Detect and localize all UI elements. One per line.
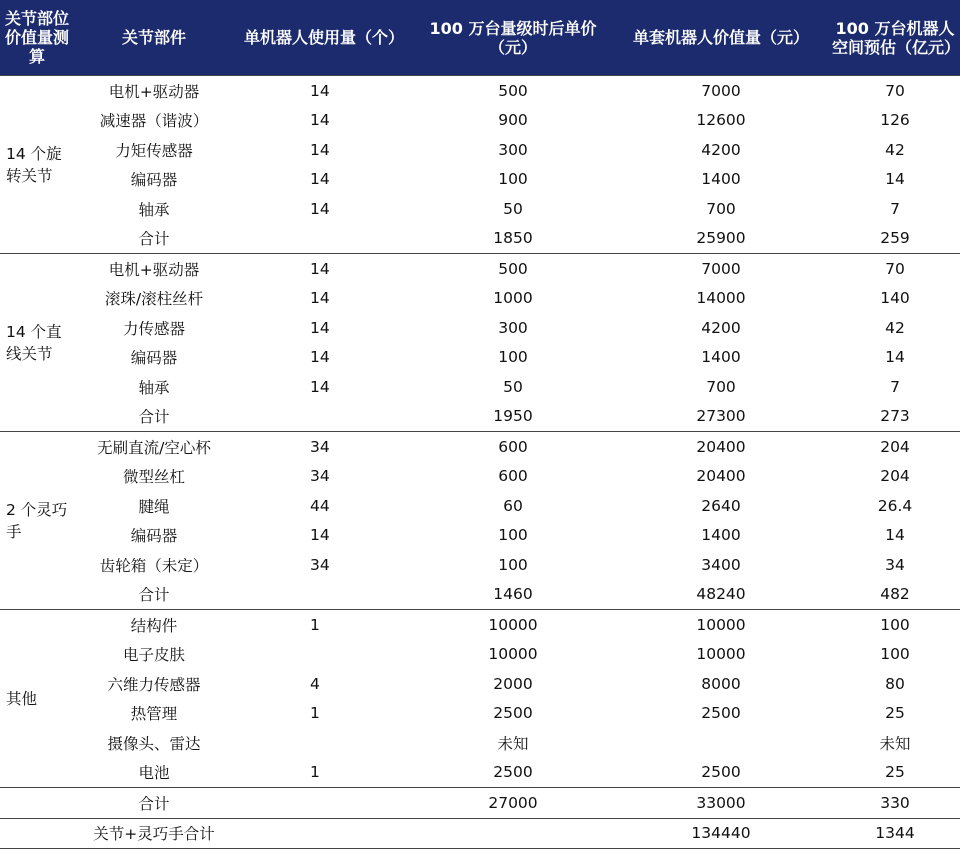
part-name: 热管理 (130, 705, 178, 724)
unit-price: 500 (414, 254, 612, 284)
unit-price: 50 (503, 377, 523, 396)
unit-price: 600 (498, 467, 528, 486)
set-value: 2640 (701, 496, 741, 515)
table-row (0, 610, 960, 640)
table-row (0, 462, 960, 492)
empty-cell (414, 818, 612, 849)
set-value: 14000 (696, 289, 746, 308)
part-name: 力矩传感器 (115, 141, 193, 160)
empty-cell (0, 788, 74, 819)
usage-count: 14 (310, 111, 330, 130)
unit-price: 900 (498, 111, 528, 130)
market-space: 100 (880, 645, 910, 664)
set-value: 10000 (696, 645, 746, 664)
usage-count: 14 (310, 199, 330, 218)
part-name: 编码器 (130, 527, 178, 546)
grand-total-label: 关节+灵巧手合计 (74, 818, 234, 849)
empty-cell (234, 818, 414, 849)
set-value: 2500 (701, 704, 741, 723)
market-space: 126 (880, 111, 910, 130)
usage-count (234, 580, 414, 610)
table-row (0, 521, 960, 551)
table-row (0, 491, 960, 521)
unit-price: 10000 (414, 610, 612, 640)
table-row (0, 580, 960, 610)
set-value: 12600 (696, 111, 746, 130)
unit-price: 1850 (493, 229, 533, 248)
part-name: 合计 (138, 586, 170, 605)
table-row (0, 284, 960, 314)
set-value: 8000 (701, 674, 741, 693)
part-name: 电池 (138, 764, 170, 783)
table-row (0, 106, 960, 136)
table-row (0, 76, 960, 106)
table-row (0, 728, 960, 758)
joint-group-label: 14 个旋转关节 (0, 76, 74, 254)
market-space: 140 (880, 289, 910, 308)
market-space: 未知 (879, 734, 911, 753)
unit-price: 1460 (493, 585, 533, 604)
market-space: 42 (885, 140, 905, 159)
usage-count: 14 (310, 170, 330, 189)
set-value: 27300 (696, 407, 746, 426)
part-name: 电机+驱动器 (74, 254, 234, 284)
market-space: 80 (885, 674, 905, 693)
unit-price: 2500 (493, 763, 533, 782)
set-value: 1400 (701, 348, 741, 367)
unit-price: 100 (498, 526, 528, 545)
table-row (0, 372, 960, 402)
table-row (0, 254, 960, 284)
part-name: 结构件 (74, 610, 234, 640)
market-space: 70 (830, 254, 960, 284)
set-value: 33000 (612, 788, 830, 819)
set-value: 700 (706, 199, 736, 218)
set-value: 25900 (696, 229, 746, 248)
unit-price: 27000 (414, 788, 612, 819)
set-value: 7000 (612, 254, 830, 284)
market-space: 25 (885, 763, 905, 782)
unit-price: 10000 (488, 645, 538, 664)
usage-count (234, 640, 414, 670)
header-part: 关节部件 (74, 0, 234, 76)
table-row (0, 550, 960, 580)
set-value: 1400 (701, 526, 741, 545)
unit-price: 300 (498, 140, 528, 159)
table-row (0, 640, 960, 670)
part-name: 轴承 (138, 378, 170, 397)
usage-count (234, 224, 414, 254)
usage-count: 14 (310, 348, 330, 367)
usage-count (234, 402, 414, 432)
unit-price: 50 (503, 199, 523, 218)
unit-price: 2000 (493, 674, 533, 693)
table-row (0, 758, 960, 788)
set-value: 134440 (612, 818, 830, 849)
joint-group-label: 其他 (0, 610, 74, 788)
set-value: 10000 (612, 610, 830, 640)
usage-count: 34 (310, 467, 330, 486)
part-name: 合计 (138, 408, 170, 427)
unit-price: 600 (414, 432, 612, 462)
part-name: 滚珠/滚柱丝杆 (104, 290, 204, 309)
part-name: 摄像头、雷达 (107, 734, 201, 753)
market-space: 14 (885, 348, 905, 367)
part-name: 电机+驱动器 (74, 76, 234, 106)
market-space: 204 (830, 432, 960, 462)
market-space: 25 (885, 704, 905, 723)
usage-count: 14 (310, 526, 330, 545)
table-row (0, 343, 960, 373)
part-name: 编码器 (130, 349, 178, 368)
table-body (0, 76, 960, 849)
unit-price: 100 (498, 170, 528, 189)
unit-price: 2500 (493, 704, 533, 723)
market-space: 42 (885, 318, 905, 337)
usage-count: 1 (310, 763, 320, 782)
joint-group-label: 2 个灵巧手 (0, 432, 74, 610)
market-space: 70 (830, 76, 960, 106)
usage-count (234, 788, 414, 819)
market-space: 482 (880, 585, 910, 604)
market-space: 1344 (830, 818, 960, 849)
table-row (0, 194, 960, 224)
set-value (612, 728, 830, 758)
market-space: 330 (830, 788, 960, 819)
usage-count: 34 (310, 555, 330, 574)
joint-group-label: 14 个直线关节 (0, 254, 74, 432)
usage-count: 1 (310, 704, 320, 723)
part-name: 微型丝杠 (122, 468, 185, 487)
unit-price: 1950 (493, 407, 533, 426)
usage-count: 1 (234, 610, 414, 640)
table-row (0, 135, 960, 165)
set-value: 3400 (701, 555, 741, 574)
market-space: 259 (880, 229, 910, 248)
table-row (0, 165, 960, 195)
grand-total-row (0, 818, 960, 849)
usage-count (234, 728, 414, 758)
header-joint-group: 关节部位价值量测算 (0, 0, 74, 76)
unit-price: 60 (503, 496, 523, 515)
header-unit-price: 100 万台量级时后单价（元） (414, 0, 612, 76)
unit-price: 100 (498, 348, 528, 367)
part-name: 六维力传感器 (107, 675, 201, 694)
header-set-value: 单套机器人价值量（元） (612, 0, 830, 76)
table-row (0, 224, 960, 254)
part-name: 编码器 (130, 171, 178, 190)
market-space: 34 (885, 555, 905, 574)
part-name: 合计 (74, 788, 234, 819)
part-name: 减速器（谐波） (99, 112, 209, 131)
market-space: 14 (885, 170, 905, 189)
header-usage: 单机器人使用量（个） (234, 0, 414, 76)
usage-count: 14 (310, 318, 330, 337)
set-value: 48240 (696, 585, 746, 604)
set-value: 1400 (701, 170, 741, 189)
table-row (0, 402, 960, 432)
set-value: 4200 (701, 318, 741, 337)
market-space: 14 (885, 526, 905, 545)
unit-price: 300 (498, 318, 528, 337)
unit-price: 500 (414, 76, 612, 106)
set-value: 20400 (696, 467, 746, 486)
part-name: 无刷直流/空心杯 (74, 432, 234, 462)
set-value: 7000 (612, 76, 830, 106)
header-market-space: 100 万台机器人空间预估（亿元） (830, 0, 960, 76)
set-value: 4200 (701, 140, 741, 159)
table-row (0, 313, 960, 343)
unit-price: 100 (498, 555, 528, 574)
market-space: 26.4 (877, 496, 913, 515)
usage-count: 14 (310, 289, 330, 308)
market-space: 204 (880, 467, 910, 486)
usage-count: 14 (234, 254, 414, 284)
usage-count: 34 (234, 432, 414, 462)
market-space: 7 (890, 199, 900, 218)
table-row (0, 699, 960, 729)
unit-price: 1000 (493, 289, 533, 308)
table-row (0, 669, 960, 699)
part-name: 力传感器 (122, 319, 185, 338)
set-value: 20400 (612, 432, 830, 462)
market-space: 273 (880, 407, 910, 426)
part-name: 轴承 (138, 200, 170, 219)
usage-count: 4 (310, 674, 320, 693)
usage-count: 14 (310, 140, 330, 159)
empty-cell (0, 818, 74, 849)
unit-price: 未知 (497, 734, 529, 753)
part-name: 合计 (138, 230, 170, 249)
market-space: 100 (830, 610, 960, 640)
header-row (0, 0, 960, 76)
part-name: 齿轮箱（未定） (99, 556, 209, 575)
usage-count: 14 (310, 377, 330, 396)
part-name: 电子皮肤 (122, 646, 185, 665)
set-value: 700 (706, 377, 736, 396)
market-space: 7 (890, 377, 900, 396)
usage-count: 14 (234, 76, 414, 106)
part-name: 腱绳 (138, 497, 170, 516)
usage-count: 44 (310, 496, 330, 515)
set-value: 2500 (701, 763, 741, 782)
table-row (0, 432, 960, 462)
other-total-row (0, 788, 960, 819)
